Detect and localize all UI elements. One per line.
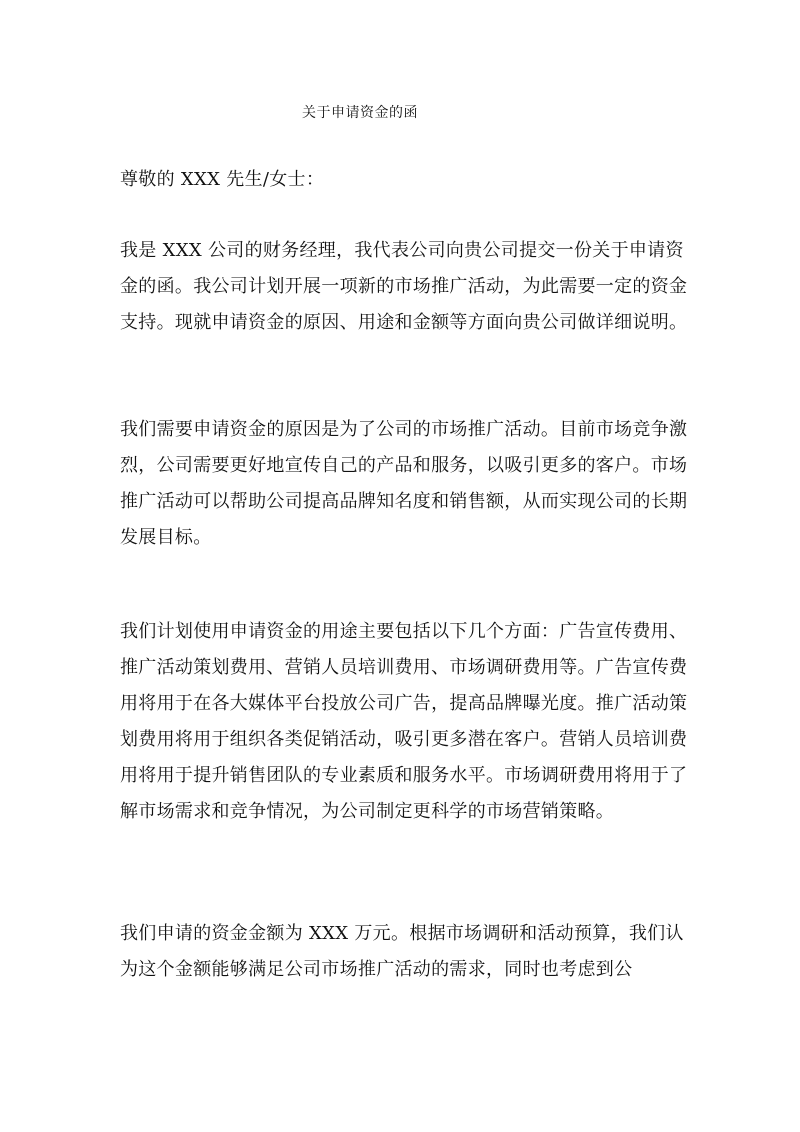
paragraph-introduction bbox=[120, 233, 700, 341]
paragraph-reason bbox=[120, 412, 700, 556]
paragraph-amount bbox=[120, 916, 700, 988]
paragraph-text: 我们申请的资金金额为 XXX 万元。根据市场调研和活动预算，我们认为这个金额能够满足公司市场推广活动的需求，同时也考虑到公 bbox=[120, 923, 684, 980]
paragraph-usage bbox=[120, 614, 700, 830]
paragraph-text: 我们需要申请资金的原因是为了公司的市场推广活动。目前市场竞争激烈，公司需要更好地宣传自己的产品和服务，以吸引更多的客户。市场推广活动可以帮助公司提高品牌知名度和销售额，从而实现公司的长期发展目标。 bbox=[120, 419, 688, 548]
paragraph-text: 我是 XXX 公司的财务经理，我代表公司向贵公司提交一份关于申请资金的函。我公司计划开展一项新的市场推广活动，为此需要一定的资金支持。现就申请资金的原因、用途和金额等方面向贵公司做详细说明。 bbox=[120, 240, 688, 333]
salutation bbox=[120, 162, 700, 198]
paragraph-text: 我们计划使用申请资金的用途主要包括以下几个方面：广告宣传费用、推广活动策划费用、营销人员培训费用、市场调研费用等。广告宣传费用将用于在各大媒体平台投放公司广告，提高品牌曝光度。推广活动策划费用将用于组织各类促销活动，吸引更多潜在客户。营销人员培训费用将用于提升销售团队的专业素质和服务水平。市场调研费用将用于了解市场需求和竞争情况，为公司制定更科学的市场营销策略。 bbox=[120, 621, 688, 822]
salutation-text: 尊敬的 XXX 先生/女士： bbox=[120, 169, 325, 190]
document-title: 关于申请资金的函 bbox=[302, 105, 418, 121]
